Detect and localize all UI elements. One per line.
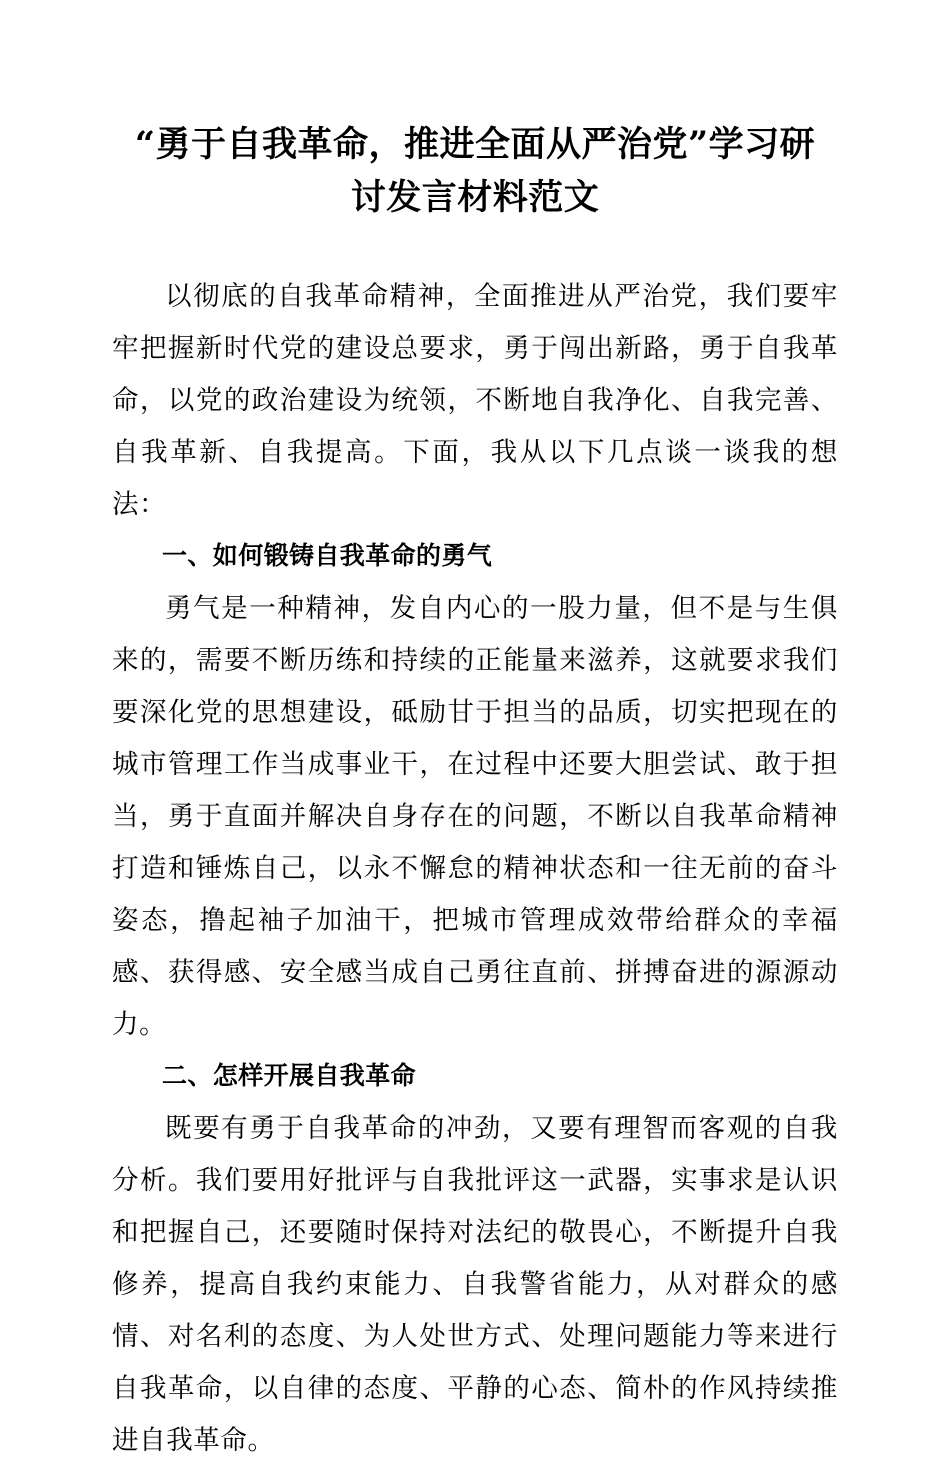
body-paragraph-1: 以彻底的自我革命精神，全面推进从严治党，我们要牢牢把握新时代党的建设总要求，勇于闯出新路，勇于自我革命，以党的政治建设为统领，不断地自我净化、自我完善、自我革新、自我提高。下面，我从以下几点谈一谈我的想法： <box>112 281 838 519</box>
page-title: “勇于自我革命，推进全面从严治党”学习研讨发言材料范文 <box>134 124 816 218</box>
body-paragraph-2: 勇气是一种精神，发自内心的一股力量，但不是与生俱来的，需要不断历练和持续的正能量来滋养，这就要求我们要深化党的思想建设，砥励甘于担当的品质，切实把现在的城市管理工作当成事业干，在过程中还要大胆尝试、敢于担当，勇于直面并解决自身存在的问题，不断以自我革命精神打造和锤炼自己，以永不懈怠的精神状态和一往无前的奋斗姿态，撸起袖子加油干，把城市管理成效带给群众的幸福感、获得感、安全感当成自己勇往直前、拼搏奋进的源源动力。 <box>112 593 838 1039</box>
body-paragraph-3: 既要有勇于自我革命的冲劲，又要有理智而客观的自我分析。我们要用好批评与自我批评这一武器，实事求是认识和把握自己，还要随时保持对法纪的敬畏心，不断提升自我修养，提高自我约束能力、自我警省能力，从对群众的感情、对名利的态度、为人处世方式、处理问题能力等来进行自我革命，以自律的态度、平静的心态、简朴的作风持续推进自我革命。 <box>112 1113 838 1455</box>
section-heading-2: 二、怎样开展自我革命 <box>162 1061 417 1090</box>
section-heading-1: 一、如何锻铸自我革命的勇气 <box>162 541 493 570</box>
